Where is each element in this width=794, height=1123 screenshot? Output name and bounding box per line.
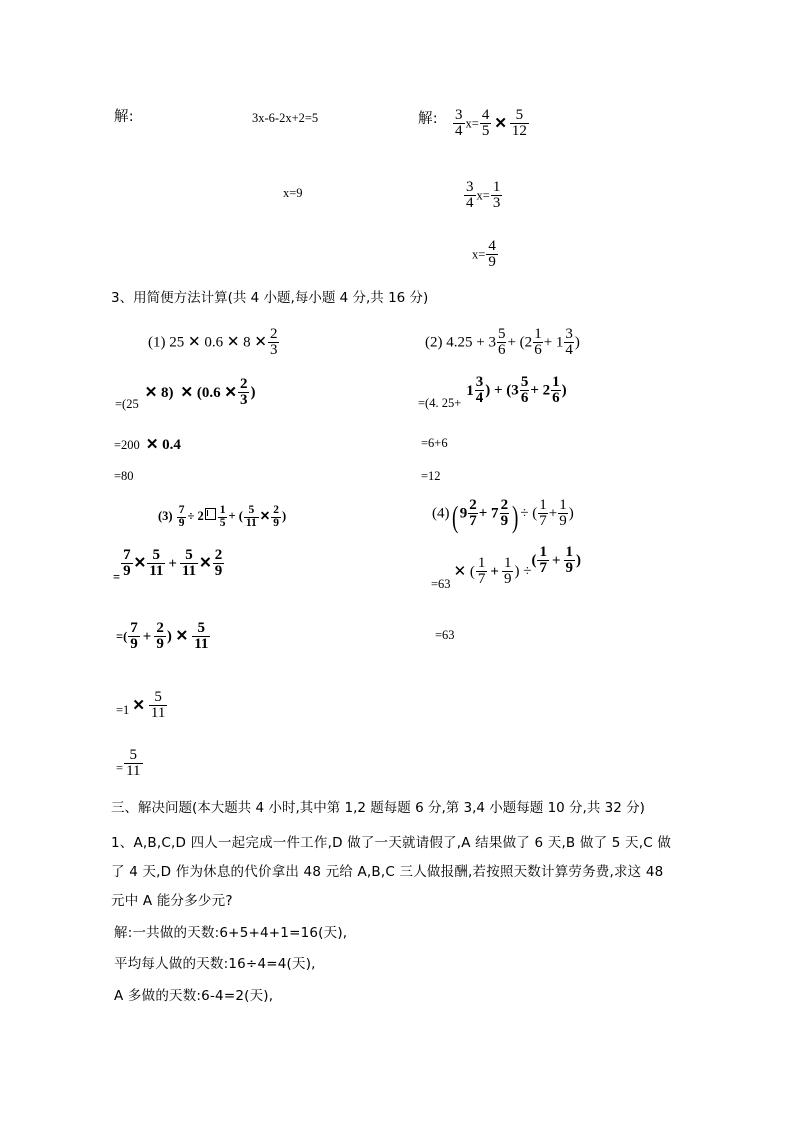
fraction-5-6: $\frac{5}{6}$ [520, 374, 529, 407]
fraction-3-4: $\frac{3}{4}$ [565, 326, 573, 359]
step-prefix: =( [116, 629, 128, 644]
right-paren-icon: ) [512, 499, 519, 534]
problem-2-step-2: =6+6 [421, 436, 448, 450]
problem1-text-line1: 1、A,B,C,D 四人一起完成一件工作,D 做了一天就请假了,A 结果做了 6 天,B 做了 5 天,C 做 [111, 835, 672, 851]
step-op1: + [142, 628, 152, 645]
problem1-solution-line-1: 解:一共做的天数:6+5+4+1=16(天), [114, 925, 348, 941]
problem-1-number: (1) [148, 334, 166, 351]
step-op: ✕ (0.6 ✕ [180, 384, 237, 401]
fraction-1-7: $\frac{1}{7}$ [539, 544, 547, 577]
fraction-4-9: $\frac{4}{9}$ [488, 238, 496, 271]
fraction-1-6: $\frac{1}{6}$ [552, 374, 560, 407]
left-equation-line2: x=9 [283, 186, 303, 200]
fraction-5-12: $\frac{5}{12}$ [511, 107, 527, 140]
step-prefix: =63 [431, 576, 451, 591]
raised-fraction-group [531, 545, 581, 577]
right-equation-line2 [463, 180, 503, 212]
step-op2: + [490, 563, 499, 580]
fraction-3-4: $\frac{3}{4}$ [455, 107, 463, 140]
problem-4-step-2: =63 [435, 628, 455, 642]
problem-3-expression [158, 505, 286, 529]
step-suffix: ) [250, 384, 256, 401]
step-prefix: = [113, 569, 121, 584]
multiply-icon: ✕ [494, 115, 507, 132]
step-op2: + [168, 555, 177, 572]
problem-4-e: ) [568, 505, 574, 522]
problem-2-expression [425, 327, 580, 359]
step-mid: ) ✕ [166, 628, 189, 645]
problem-3-step-1 [113, 547, 225, 584]
fraction-5-11: $\frac{5}{11}$ [245, 504, 257, 529]
fraction-3-4: $\frac{3}{4}$ [466, 179, 474, 212]
problem-4-d: + [548, 505, 558, 522]
step-op: ✕ 0.4 [145, 437, 181, 453]
left-paren-icon: ( [451, 499, 458, 534]
right-solve-label: 解: [418, 111, 438, 127]
step-mid: ) ÷ [514, 563, 532, 580]
problem-4-expression [432, 497, 574, 534]
step-op1: ✕ ( [453, 563, 475, 580]
fraction-2-9: $\frac{2}{9}$ [500, 497, 509, 530]
problem-2-step-1 [418, 374, 567, 410]
section-three-heading: 三、解决问题(本大题共 4 小时,其中第 1,2 题每题 6 分,第 3,4 小题每题 10 分,共 32 分) [111, 800, 645, 816]
fraction-7-9: $\frac{7}{9}$ [130, 620, 138, 653]
fraction-5-11: $\frac{5}{11}$ [194, 620, 209, 653]
group-close-paren: ) [576, 552, 581, 569]
variable-x: x= [476, 188, 490, 203]
problem1-solution-line-3: A 多做的天数:6-4=2(天), [114, 988, 274, 1004]
step-op1: ✕ [132, 697, 145, 714]
fraction-1-3: $\frac{1}{3}$ [492, 179, 501, 212]
problem-3-number: (3) [158, 508, 173, 523]
variable-x: x= [472, 247, 486, 262]
step-prefix: =(4. 25+ [418, 395, 462, 410]
step-c: + 2 [530, 382, 551, 399]
fraction-5-11: $\frac{5}{11}$ [181, 547, 197, 580]
fraction-7-9: $\frac{7}{9}$ [123, 547, 131, 580]
problem-3-b: + ( [228, 508, 243, 523]
step-b: ) + (3 [485, 382, 519, 399]
fraction-2-7: $\frac{2}{7}$ [469, 497, 477, 530]
problem-1-expression [148, 327, 280, 359]
step-op3: ✕ [199, 555, 212, 572]
problem-4-step-1 [431, 544, 581, 591]
fraction-1-9: $\frac{1}{9}$ [559, 497, 567, 530]
problem-2-d: ) [574, 334, 580, 351]
fraction-1-7: $\frac{1}{7}$ [477, 555, 486, 588]
problem1-text-line2: 了 4 天,D 作为休息的代价拿出 48 元给 A,B,C 三人做报酬,若按照天数计算劳务费,求这 48 [111, 864, 664, 880]
problem1-text-line3: 元中 A 能分多少元? [111, 893, 233, 909]
fraction-1-6: $\frac{1}{6}$ [534, 326, 542, 359]
variable-x: x= [465, 116, 479, 131]
problem-1-body: 25 ✕ 0.6 ✕ 8 ✕ [169, 334, 267, 351]
step-op1: ✕ [133, 555, 147, 572]
right-equation-line1 [452, 108, 530, 140]
problem-4-c: ÷ ( [520, 505, 538, 522]
problem-1-step-3: =80 [114, 469, 134, 483]
step-value: =200 [114, 438, 140, 452]
problem-1-step-2 [114, 437, 181, 453]
problem-3-step-4 [116, 748, 144, 780]
problem-3-c: ✕ [259, 508, 271, 523]
fraction-1-7: $\frac{1}{7}$ [539, 497, 547, 530]
fraction-2-3: $\frac{2}{3}$ [269, 326, 278, 359]
section3-heading: 3、用简便方法计算(共 4 小题,每小题 4 分,共 16 分) [111, 290, 429, 306]
fraction-2-9: $\frac{2}{9}$ [273, 504, 279, 529]
missing-glyph-box-icon [205, 508, 216, 520]
right-equation-line3 [472, 239, 499, 271]
fraction-2-9: $\frac{2}{9}$ [156, 620, 164, 653]
problem1-solution-line-2: 平均每人做的天数:16÷4=4(天), [114, 956, 316, 972]
fraction-5-11: $\frac{5}{11}$ [149, 547, 164, 580]
problem-4-b: + 7 [478, 505, 499, 522]
fraction-2-9: $\frac{2}{9}$ [214, 547, 223, 580]
problem-2-b: + (2 [507, 334, 533, 351]
fraction-2-3: $\frac{2}{3}$ [239, 376, 248, 409]
step-op3: + [551, 552, 561, 569]
problem-1-step-1 [115, 377, 255, 409]
fraction-5-6: $\frac{5}{6}$ [497, 326, 506, 359]
step-prefix: = [116, 760, 124, 775]
fraction-5-11: $\frac{5}{11}$ [150, 689, 166, 722]
step-a: 1 [466, 382, 474, 399]
problem-2-a: 4.25 + 3 [446, 334, 496, 351]
problem-3-d: ) [281, 508, 287, 523]
fraction-1-9: $\frac{1}{9}$ [503, 555, 512, 588]
left-solve-label: 解: [114, 109, 134, 125]
fraction-4-5: $\frac{4}{5}$ [481, 107, 490, 140]
fraction-7-9: $\frac{7}{9}$ [178, 504, 185, 529]
problem-4-a: 9 [459, 505, 468, 522]
fraction-3-4: $\frac{3}{4}$ [475, 374, 484, 407]
problem-3-step-3 [116, 690, 168, 722]
step-mid: ✕ 8) [144, 384, 174, 401]
step-d: ) [561, 382, 567, 399]
problem-3-a: ÷ 2 [187, 508, 204, 523]
fraction-1-5: $\frac{1}{5}$ [219, 504, 226, 529]
problem-2-number: (2) [425, 334, 443, 351]
step-prefix: =(25 [115, 396, 139, 411]
step-prefix: =1 [116, 702, 130, 717]
problem-4-number: (4) [432, 505, 450, 522]
left-equation-line1: 3x-6-2x+2=5 [252, 111, 319, 125]
group-open-paren: ( [531, 552, 537, 569]
problem-2-c: + 1 [543, 334, 564, 351]
problem-3-step-2 [116, 621, 211, 653]
fraction-1-9: $\frac{1}{9}$ [565, 544, 573, 577]
fraction-5-11: $\frac{5}{11}$ [126, 747, 141, 780]
problem-2-step-3: =12 [421, 469, 441, 483]
